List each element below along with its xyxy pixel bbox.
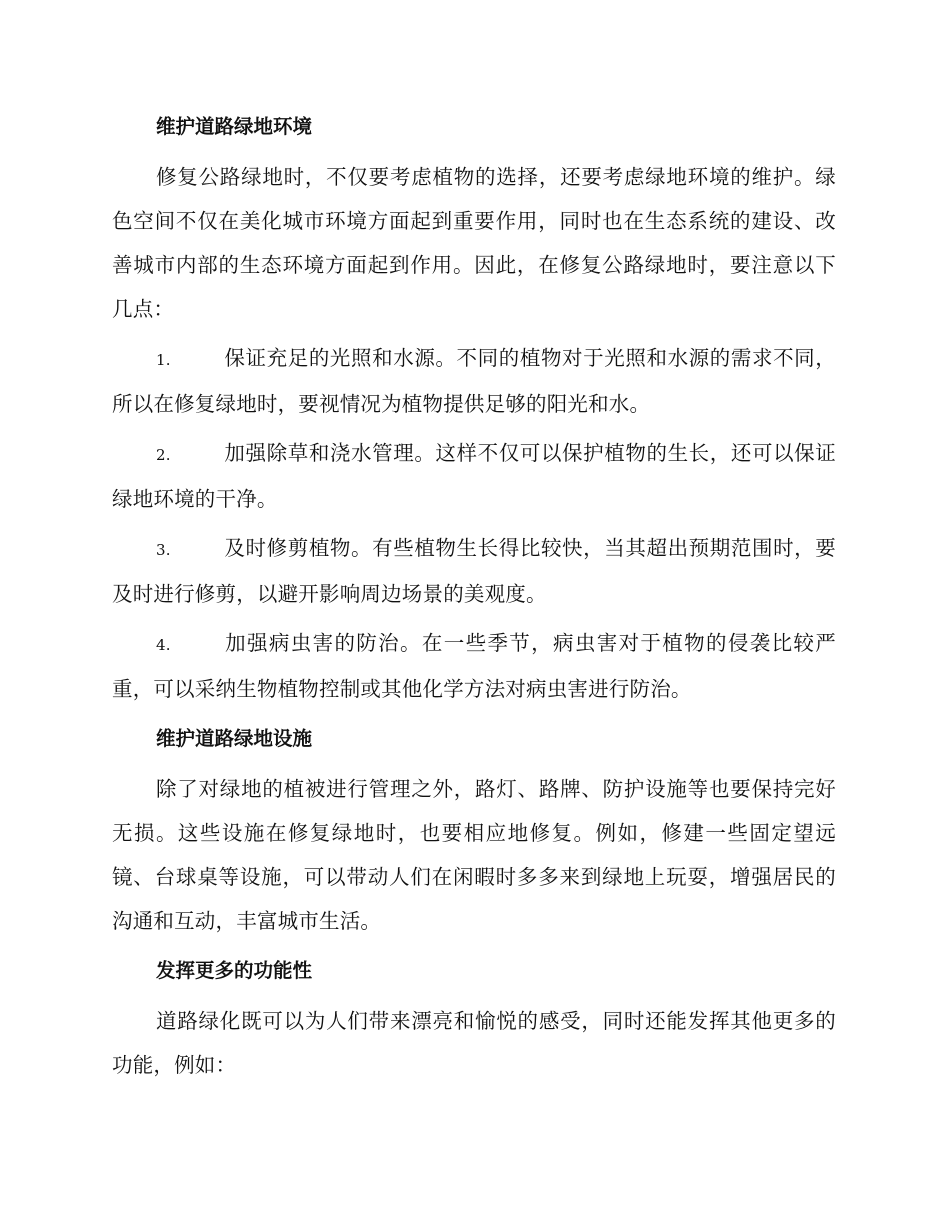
section-heading: 维护道路绿地设施: [156, 727, 313, 750]
section-paragraph: 除了对绿地的植被进行管理之外，路灯、路牌、防护设施等也要保持完好无损。这些设施在修复绿地时，也要相应地修复。例如，修建一些固定望远镜、台球桌等设施，可以带动人们在闲暇时多多来到绿地上玩耍，增强居民的沟通和互动，丰富城市生活。: [112, 777, 836, 933]
numbered-list: [112, 336, 836, 711]
list-text: 加强病虫害的防治。在一些季节，病虫害对于植物的侵袭比较严重，可以采纳生物植物控制或其他化学方法对病虫害进行防治。: [112, 631, 836, 701]
list-item: [112, 526, 836, 616]
list-number: 3.: [156, 541, 171, 559]
section-heading: 发挥更多的功能性: [156, 959, 313, 982]
list-number: 4.: [156, 636, 171, 654]
section-functionality: [112, 948, 836, 1087]
list-item: [112, 431, 836, 521]
list-item: [112, 336, 836, 426]
document-page: [112, 104, 836, 1092]
list-text: 加强除草和浇水管理。这样不仅可以保护植物的生长，还可以保证绿地环境的干净。: [112, 441, 836, 511]
list-item: [112, 621, 836, 711]
list-text: 及时修剪植物。有些植物生长得比较快，当其超出预期范围时，要及时进行修剪，以避开影响周边场景的美观度。: [112, 536, 836, 606]
section-paragraph: 道路绿化既可以为人们带来漂亮和愉悦的感受，同时还能发挥其他更多的功能，例如：: [112, 1009, 836, 1077]
section-heading: 维护道路绿地环境: [156, 115, 313, 138]
list-number: 2.: [156, 446, 171, 464]
list-text: 保证充足的光照和水源。不同的植物对于光照和水源的需求不同，所以在修复绿地时，要视情况为植物提供足够的阳光和水。: [112, 346, 836, 416]
section-environment: [112, 104, 836, 711]
section-paragraph: 修复公路绿地时，不仅要考虑植物的选择，还要考虑绿地环境的维护。绿色空间不仅在美化城市环境方面起到重要作用，同时也在生态系统的建设、改善城市内部的生态环境方面起到作用。因此，在修复公路绿地时，要注意以下几点：: [112, 165, 836, 321]
list-number: 1.: [156, 351, 171, 369]
section-facilities: [112, 716, 836, 943]
